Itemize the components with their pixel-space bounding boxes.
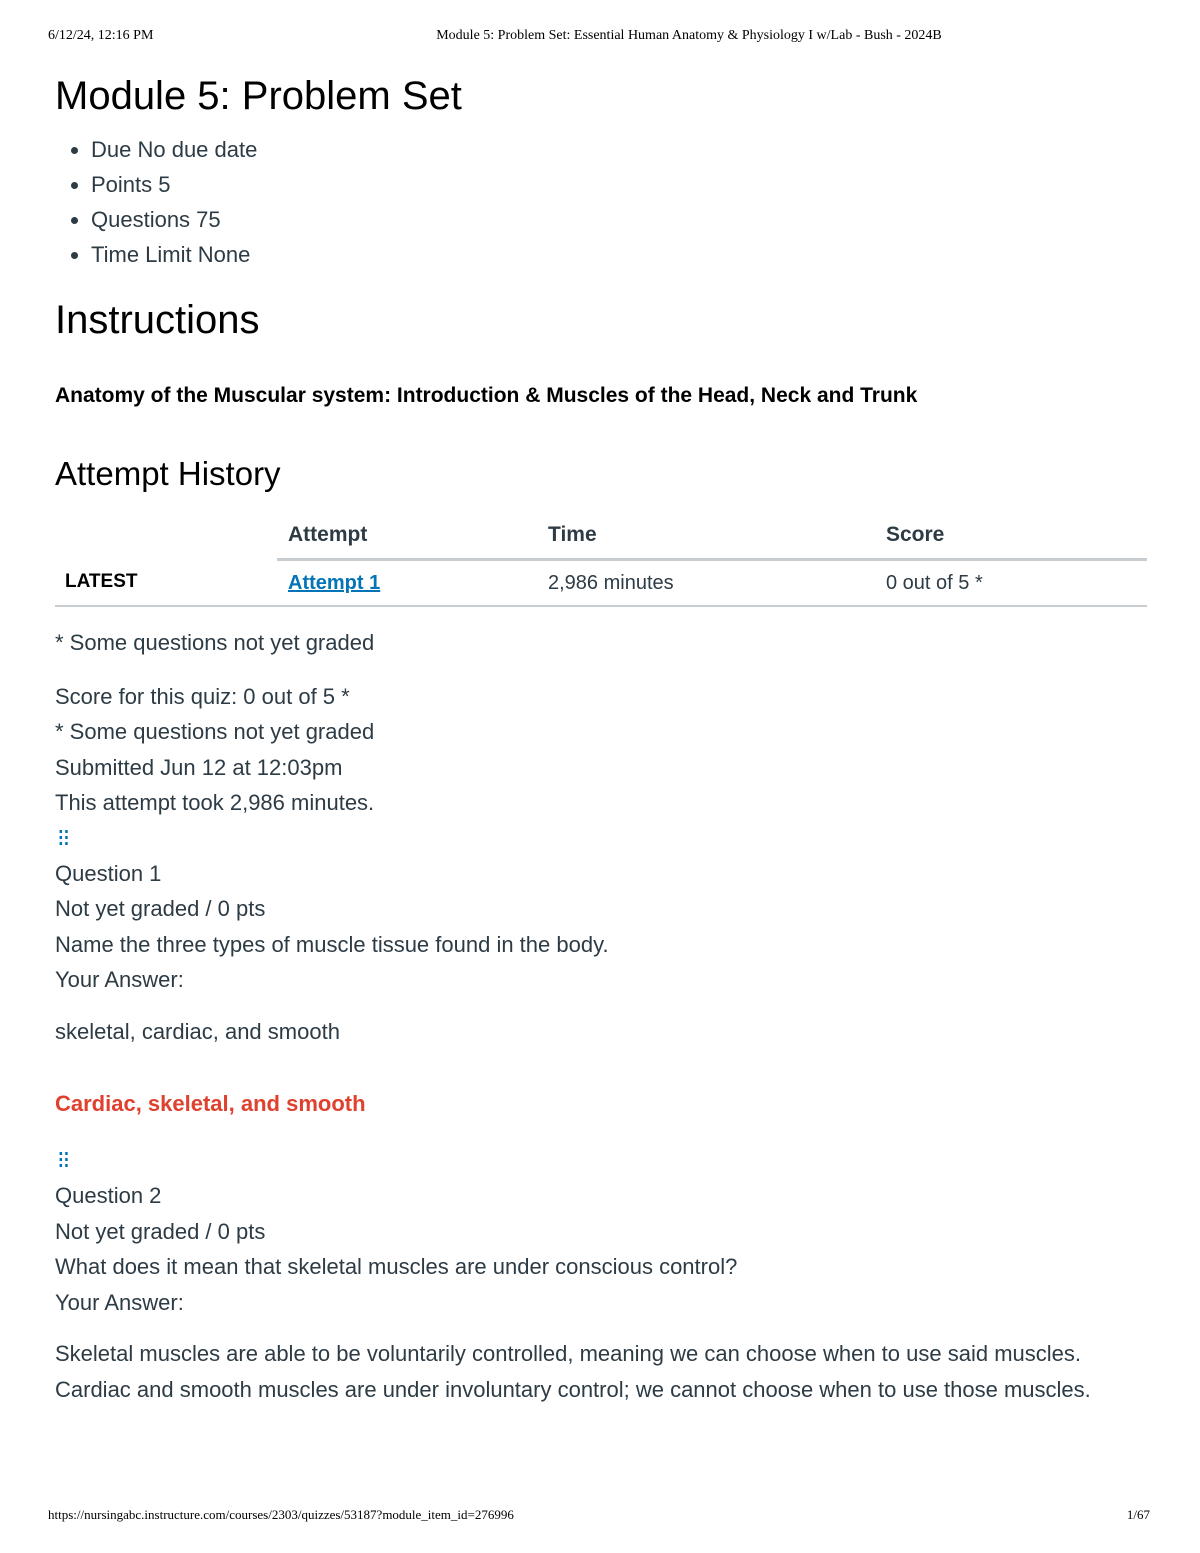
submitted-time: Submitted Jun 12 at 12:03pm	[55, 754, 343, 780]
print-title: Module 5: Problem Set: Essential Human Anatomy & Physiology I w/Lab - Bush - 2024B	[436, 28, 942, 43]
quiz-summary	[55, 679, 1147, 821]
question-prompt: Name the three types of muscle tissue found in the body.	[55, 931, 609, 957]
score-cell: 0 out of 5 *	[886, 560, 1147, 607]
table-header-spacer	[277, 512, 288, 560]
meta-due: • Due No due date	[91, 132, 1147, 167]
attempt-duration: This attempt took 2,986 minutes.	[55, 790, 375, 815]
latest-label: LATEST	[55, 560, 277, 607]
meta-points: • Points 5	[91, 167, 1147, 202]
table-header-time: Time	[548, 512, 886, 560]
print-header	[0, 28, 1200, 48]
grading-note: * Some questions not yet graded	[55, 630, 375, 655]
your-answer-label: Your Answer:	[55, 1289, 184, 1315]
drag-grip-icon[interactable]: ⁝⁝	[57, 824, 69, 852]
your-answer-text: Skeletal muscles are able to be voluntarily controlled, meaning we can choose when to use said muscles. Cardiac and smooth muscles are under involuntary control; we cannot choose when to use those muscles.	[55, 1341, 1091, 1402]
quiz-content	[55, 70, 1147, 1407]
attempt-cell	[288, 560, 548, 607]
your-answer-text: skeletal, cardiac, and smooth	[55, 1018, 340, 1044]
attempt-history-table	[55, 512, 1147, 607]
quiz-score: Score for this quiz: 0 out of 5 *	[55, 683, 350, 709]
meta-questions: • Questions 75	[91, 202, 1147, 237]
summary-grading-note: * Some questions not yet graded	[55, 719, 375, 744]
instructions-text: Anatomy of the Muscular system: Introduction & Muscles of the Head, Neck and Trunk	[55, 384, 918, 407]
table-header-attempt: Attempt	[288, 512, 548, 560]
time-cell: 2,986 minutes	[548, 560, 886, 607]
quiz-meta-list	[55, 132, 1147, 272]
table-cell-spacer	[277, 560, 288, 607]
question-status: Not yet graded / 0 pts	[55, 1218, 266, 1244]
table-header-score: Score	[886, 512, 1147, 560]
print-url: https://nursingabc.instructure.com/courses/2303/quizzes/53187?module_item_id=276996	[48, 1507, 514, 1522]
question-prompt: What does it mean that skeletal muscles are under conscious control?	[55, 1254, 738, 1279]
table-header-row	[55, 512, 1147, 560]
your-answer-label: Your Answer:	[55, 967, 184, 992]
drag-grip-icon[interactable]: ⁝⁝	[57, 1147, 69, 1174]
print-footer	[0, 1507, 1200, 1527]
table-row	[55, 560, 1147, 607]
page-number: 1/67	[1126, 1507, 1150, 1522]
question-1	[55, 821, 1147, 1120]
question-status: Not yet graded / 0 pts	[55, 896, 266, 921]
question-title: Question 1	[55, 860, 162, 886]
instructions-heading: Instructions	[55, 298, 260, 342]
print-date: 6/12/24, 12:16 PM	[48, 28, 154, 43]
attempt-history-heading: Attempt History	[55, 455, 281, 492]
correct-answer: Cardiac, skeletal, and smooth	[55, 1091, 366, 1116]
page-title: Module 5: Problem Set	[55, 74, 462, 118]
meta-time-limit: • Time Limit None	[91, 237, 1147, 272]
question-title: Question 2	[55, 1183, 162, 1208]
table-header-blank	[55, 512, 277, 560]
attempt-1-link[interactable]: Attempt 1	[288, 571, 381, 594]
question-2	[55, 1143, 1147, 1407]
